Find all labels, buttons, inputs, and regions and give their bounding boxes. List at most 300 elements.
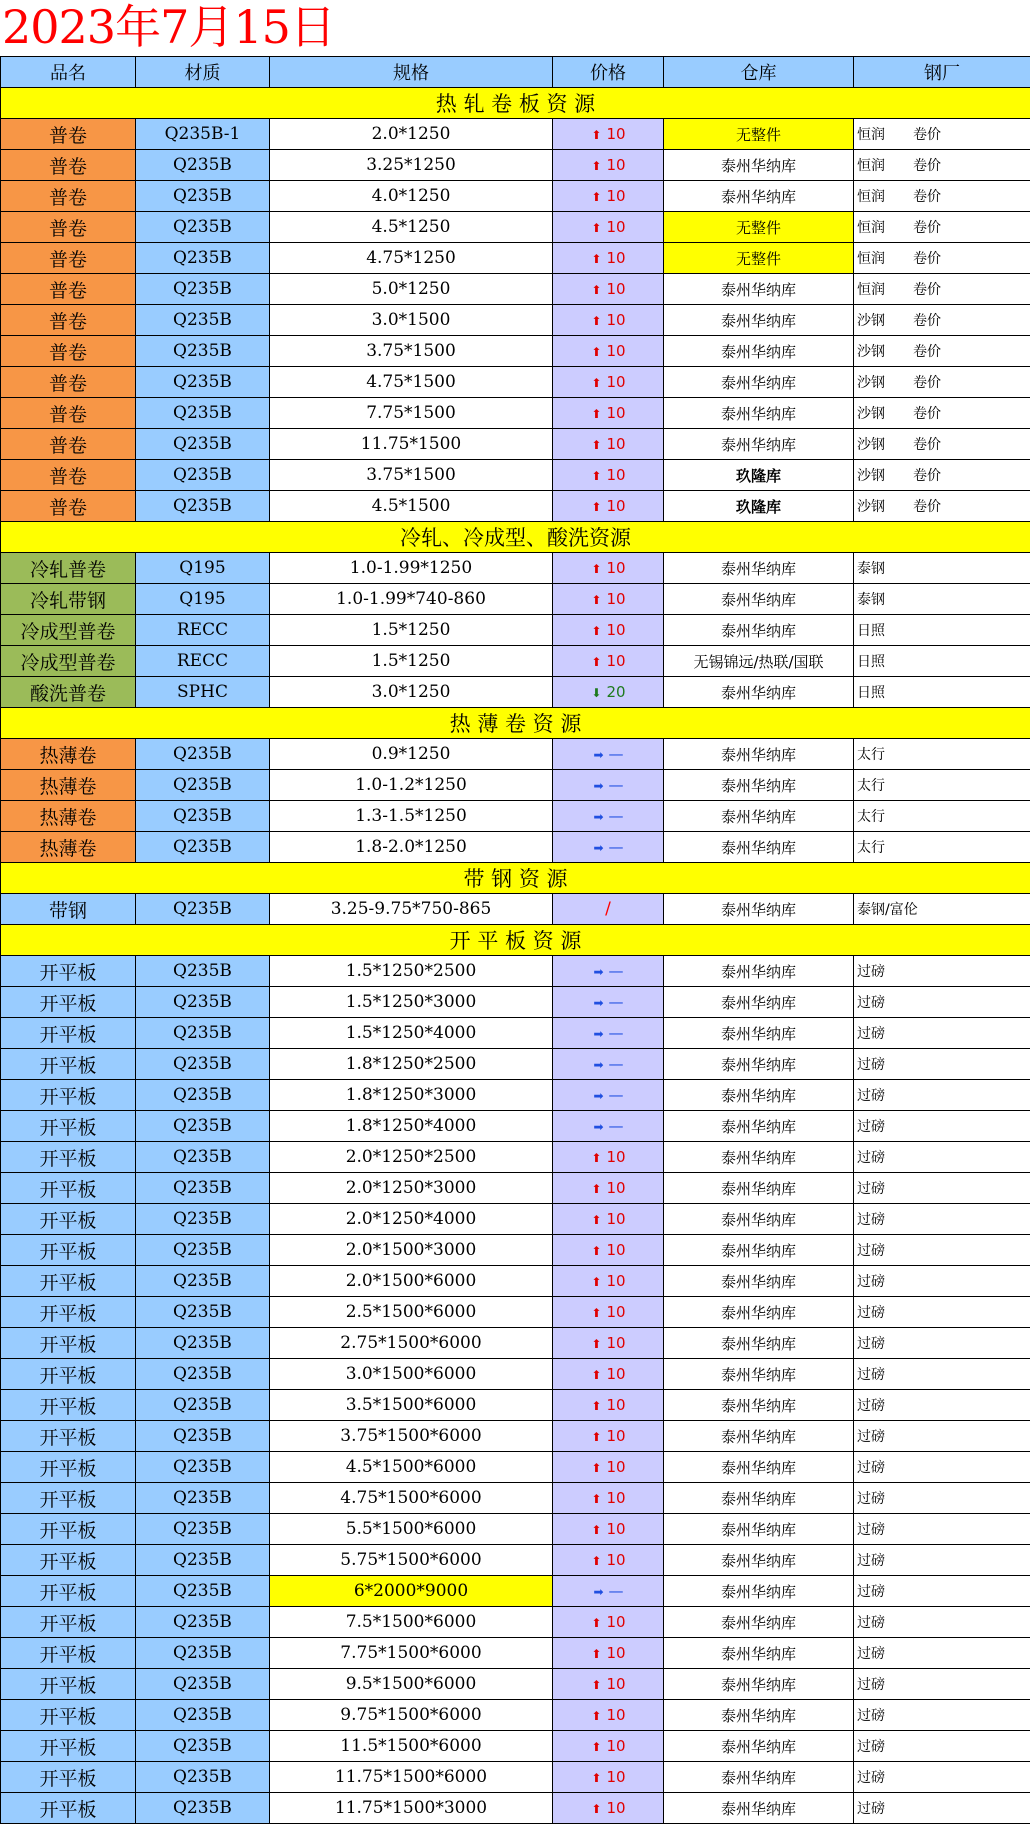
table-row	[1, 1328, 1030, 1359]
cell-mill	[854, 1235, 1030, 1266]
cell-warehouse: 泰州华纳库	[664, 1793, 854, 1824]
mill-name: 沙钢	[857, 313, 885, 329]
cell-warehouse: 泰州华纳库	[664, 1669, 854, 1700]
cell-price	[553, 243, 664, 274]
cell-name: 普卷	[1, 367, 136, 398]
cell-name: 开平板	[1, 1359, 136, 1390]
header-row	[1, 57, 1030, 88]
cell-warehouse: 泰州华纳库	[664, 1080, 854, 1111]
cell-price	[553, 1452, 664, 1483]
arrow-right-icon: ➡	[593, 996, 604, 1010]
cell-material: Q235B	[136, 1328, 270, 1359]
cell-price	[553, 460, 664, 491]
arrow-up-icon: ⬆	[591, 1647, 602, 1661]
cell-mill	[854, 956, 1030, 987]
mill-name: 恒润	[857, 189, 885, 205]
cell-name: 开平板	[1, 1793, 136, 1824]
cell-spec: 5.5*1500*6000	[270, 1514, 553, 1545]
cell-mill	[854, 677, 1030, 708]
cell-material: Q235B	[136, 1607, 270, 1638]
cell-material: Q235B	[136, 1421, 270, 1452]
price-table-body	[1, 57, 1030, 1824]
arrow-up-icon: ⬆	[591, 159, 602, 173]
mill-price-type: 卷价	[913, 468, 941, 484]
cell-material: Q235B	[136, 1297, 270, 1328]
cell-price	[553, 677, 664, 708]
price-value: 10	[606, 125, 626, 143]
cell-price	[553, 1483, 664, 1514]
table-row	[1, 336, 1030, 367]
cell-name: 开平板	[1, 1049, 136, 1080]
cell-name: 热薄卷	[1, 801, 136, 832]
mill-name: 沙钢	[857, 437, 885, 453]
cell-material: Q235B	[136, 956, 270, 987]
table-row	[1, 305, 1030, 336]
mill-price-type: 卷价	[913, 437, 941, 453]
mill-name: 过磅	[857, 1770, 885, 1786]
cell-mill	[854, 1018, 1030, 1049]
mill-name: 太行	[857, 809, 885, 825]
mill-name: 日照	[857, 654, 885, 670]
cell-spec: 3.0*1250	[270, 677, 553, 708]
cell-material: Q235B	[136, 212, 270, 243]
mill-name: 恒润	[857, 220, 885, 236]
table-row	[1, 1018, 1030, 1049]
cell-warehouse: 泰州华纳库	[664, 181, 854, 212]
price-value: 10	[606, 590, 626, 608]
mill-name: 过磅	[857, 1088, 885, 1104]
table-row	[1, 181, 1030, 212]
mill-name: 过磅	[857, 1553, 885, 1569]
cell-price	[553, 894, 664, 925]
table-row	[1, 150, 1030, 181]
mill-name: 过磅	[857, 1336, 885, 1352]
table-row	[1, 770, 1030, 801]
cell-mill	[854, 1669, 1030, 1700]
cell-warehouse: 泰州华纳库	[664, 739, 854, 770]
cell-material: Q235B	[136, 1514, 270, 1545]
cell-material: Q235B	[136, 1793, 270, 1824]
price-value: —	[608, 962, 624, 980]
mill-price-type: 卷价	[913, 189, 941, 205]
cell-warehouse: 泰州华纳库	[664, 1173, 854, 1204]
cell-spec: 1.0-1.99*1250	[270, 553, 553, 584]
cell-material: Q235B	[136, 336, 270, 367]
cell-spec: 2.0*1250*4000	[270, 1204, 553, 1235]
mill-name: 过磅	[857, 1398, 885, 1414]
cell-spec: 7.75*1500	[270, 398, 553, 429]
arrow-up-icon: ⬆	[591, 128, 602, 142]
page-title: 2023年7月15日	[2, 0, 335, 54]
cell-warehouse: 泰州华纳库	[664, 832, 854, 863]
cell-warehouse: 泰州华纳库	[664, 1266, 854, 1297]
cell-name: 开平板	[1, 1545, 136, 1576]
cell-spec: 0.9*1250	[270, 739, 553, 770]
cell-spec: 11.75*1500	[270, 429, 553, 460]
table-row	[1, 1607, 1030, 1638]
cell-price	[553, 1762, 664, 1793]
cell-name: 开平板	[1, 1762, 136, 1793]
price-value: —	[608, 838, 624, 856]
cell-mill	[854, 739, 1030, 770]
section-header-row	[1, 88, 1030, 119]
cell-name: 开平板	[1, 1297, 136, 1328]
arrow-up-icon: ⬆	[591, 1678, 602, 1692]
cell-name: 开平板	[1, 1204, 136, 1235]
mill-name: 过磅	[857, 1739, 885, 1755]
table-row	[1, 429, 1030, 460]
cell-warehouse: 无锡锦远/热联/国联	[664, 646, 854, 677]
mill-price-type: 卷价	[913, 344, 941, 360]
cell-spec: 1.5*1250*3000	[270, 987, 553, 1018]
mill-price-type: 卷价	[913, 127, 941, 143]
cell-spec: 4.5*1500*6000	[270, 1452, 553, 1483]
section-title: 热 轧 卷 板 资 源	[1, 88, 1030, 119]
table-row	[1, 1049, 1030, 1080]
mill-name: 日照	[857, 685, 885, 701]
cell-warehouse: 泰州华纳库	[664, 1390, 854, 1421]
table-row	[1, 553, 1030, 584]
cell-spec: 2.5*1500*6000	[270, 1297, 553, 1328]
cell-price	[553, 367, 664, 398]
cell-warehouse: 泰州华纳库	[664, 584, 854, 615]
table-row	[1, 1297, 1030, 1328]
cell-spec: 1.5*1250	[270, 646, 553, 677]
cell-mill	[854, 1638, 1030, 1669]
arrow-up-icon: ⬆	[591, 1616, 602, 1630]
cell-mill	[854, 367, 1030, 398]
cell-name: 开平板	[1, 956, 136, 987]
cell-name: 冷轧带钢	[1, 584, 136, 615]
cell-spec: 4.5*1500	[270, 491, 553, 522]
cell-mill	[854, 1390, 1030, 1421]
cell-spec: 4.5*1250	[270, 212, 553, 243]
cell-mill	[854, 987, 1030, 1018]
mill-price-type: 卷价	[913, 158, 941, 174]
table-row	[1, 832, 1030, 863]
cell-warehouse: 泰州华纳库	[664, 956, 854, 987]
price-value: —	[608, 1582, 624, 1600]
price-value: —	[608, 1024, 624, 1042]
arrow-up-icon: ⬆	[591, 1244, 602, 1258]
cell-material: Q235B	[136, 1359, 270, 1390]
arrow-up-icon: ⬆	[591, 1740, 602, 1754]
arrow-up-icon: ⬆	[591, 469, 602, 483]
mill-name: 沙钢	[857, 344, 885, 360]
mill-name: 过磅	[857, 1491, 885, 1507]
price-value: —	[608, 807, 624, 825]
cell-spec: 3.75*1500	[270, 336, 553, 367]
mill-name: 过磅	[857, 1708, 885, 1724]
cell-price	[553, 1049, 664, 1080]
cell-price	[553, 1297, 664, 1328]
table-row	[1, 1359, 1030, 1390]
cell-material: Q235B	[136, 1545, 270, 1576]
section-header-row	[1, 522, 1030, 553]
cell-spec: 11.75*1500*3000	[270, 1793, 553, 1824]
table-row	[1, 1390, 1030, 1421]
cell-mill	[854, 274, 1030, 305]
cell-mill	[854, 1514, 1030, 1545]
price-value: —	[608, 745, 624, 763]
cell-spec: 4.75*1250	[270, 243, 553, 274]
cell-warehouse: 泰州华纳库	[664, 1018, 854, 1049]
cell-spec: 1.5*1250*4000	[270, 1018, 553, 1049]
header-cell-warehouse: 仓库	[664, 57, 854, 88]
arrow-right-icon: ➡	[593, 1089, 604, 1103]
table-row	[1, 1638, 1030, 1669]
cell-warehouse: 泰州华纳库	[664, 1638, 854, 1669]
price-value: 10	[606, 1768, 626, 1786]
cell-name: 普卷	[1, 429, 136, 460]
cell-warehouse: 泰州华纳库	[664, 1328, 854, 1359]
arrow-up-icon: ⬆	[591, 1306, 602, 1320]
cell-spec: 11.75*1500*6000	[270, 1762, 553, 1793]
cell-mill	[854, 1173, 1030, 1204]
cell-mill	[854, 305, 1030, 336]
table-row	[1, 1173, 1030, 1204]
cell-mill	[854, 894, 1030, 925]
section-header-row	[1, 925, 1030, 956]
cell-price	[553, 1142, 664, 1173]
cell-price	[553, 1669, 664, 1700]
cell-mill	[854, 646, 1030, 677]
price-value: 10	[606, 497, 626, 515]
mill-name: 日照	[857, 623, 885, 639]
mill-name: 太行	[857, 747, 885, 763]
cell-price	[553, 1731, 664, 1762]
cell-warehouse: 泰州华纳库	[664, 274, 854, 305]
mill-name: 太行	[857, 778, 885, 794]
cell-name: 普卷	[1, 212, 136, 243]
cell-name: 开平板	[1, 1018, 136, 1049]
mill-name: 过磅	[857, 1677, 885, 1693]
cell-name: 普卷	[1, 181, 136, 212]
price-value: 10	[606, 1241, 626, 1259]
cell-warehouse: 泰州华纳库	[664, 615, 854, 646]
arrow-up-icon: ⬆	[591, 1492, 602, 1506]
cell-warehouse: 泰州华纳库	[664, 987, 854, 1018]
price-value: 10	[606, 156, 626, 174]
cell-name: 开平板	[1, 1421, 136, 1452]
mill-name: 过磅	[857, 1057, 885, 1073]
cell-material: Q235B	[136, 770, 270, 801]
mill-name: 过磅	[857, 1460, 885, 1476]
cell-spec: 5.75*1500*6000	[270, 1545, 553, 1576]
cell-name: 开平板	[1, 1700, 136, 1731]
mill-name: 沙钢	[857, 375, 885, 391]
cell-name: 带钢	[1, 894, 136, 925]
cell-mill	[854, 553, 1030, 584]
cell-price	[553, 181, 664, 212]
cell-material: Q235B	[136, 1018, 270, 1049]
cell-price	[553, 150, 664, 181]
cell-price	[553, 615, 664, 646]
price-value: 20	[606, 683, 626, 701]
price-value: 10	[606, 1427, 626, 1445]
price-value: 10	[606, 1210, 626, 1228]
cell-name: 热薄卷	[1, 770, 136, 801]
cell-name: 普卷	[1, 150, 136, 181]
cell-spec: 6*2000*9000	[270, 1576, 553, 1607]
mill-name: 恒润	[857, 158, 885, 174]
mill-name: 过磅	[857, 1212, 885, 1228]
cell-name: 普卷	[1, 274, 136, 305]
cell-price	[553, 1080, 664, 1111]
mill-name: 沙钢	[857, 406, 885, 422]
cell-mill	[854, 1297, 1030, 1328]
cell-spec: 5.0*1250	[270, 274, 553, 305]
arrow-up-icon: ⬆	[591, 500, 602, 514]
table-row	[1, 1452, 1030, 1483]
table-row	[1, 1576, 1030, 1607]
cell-warehouse: 泰州华纳库	[664, 1545, 854, 1576]
cell-name: 热薄卷	[1, 739, 136, 770]
cell-material: Q235B	[136, 243, 270, 274]
cell-warehouse: 泰州华纳库	[664, 305, 854, 336]
table-row	[1, 1266, 1030, 1297]
table-row	[1, 646, 1030, 677]
cell-warehouse: 泰州华纳库	[664, 367, 854, 398]
cell-name: 冷成型普卷	[1, 646, 136, 677]
arrow-up-icon: ⬆	[591, 593, 602, 607]
cell-material: Q235B	[136, 150, 270, 181]
cell-name: 开平板	[1, 1173, 136, 1204]
cell-material: Q235B-1	[136, 119, 270, 150]
cell-name: 开平板	[1, 1111, 136, 1142]
cell-material: Q235B	[136, 398, 270, 429]
cell-material: Q235B	[136, 832, 270, 863]
cell-warehouse: 泰州华纳库	[664, 1762, 854, 1793]
price-value: 10	[606, 1551, 626, 1569]
cell-name: 酸洗普卷	[1, 677, 136, 708]
table-row	[1, 1514, 1030, 1545]
cell-name: 开平板	[1, 1266, 136, 1297]
cell-name: 热薄卷	[1, 832, 136, 863]
cell-spec: 9.5*1500*6000	[270, 1669, 553, 1700]
table-row	[1, 367, 1030, 398]
cell-material: Q235B	[136, 1173, 270, 1204]
cell-spec: 1.8-2.0*1250	[270, 832, 553, 863]
cell-mill	[854, 1483, 1030, 1514]
cell-price	[553, 832, 664, 863]
mill-price-type: 卷价	[913, 282, 941, 298]
cell-price	[553, 429, 664, 460]
mill-name: 过磅	[857, 1801, 885, 1817]
mill-name: 太行	[857, 840, 885, 856]
table-row	[1, 1483, 1030, 1514]
price-value: 10	[606, 1303, 626, 1321]
arrow-right-icon: ➡	[593, 1120, 604, 1134]
cell-name: 普卷	[1, 398, 136, 429]
table-row	[1, 1204, 1030, 1235]
cell-warehouse: 泰州华纳库	[664, 1514, 854, 1545]
arrow-up-icon: ⬆	[591, 283, 602, 297]
price-value: 10	[606, 1272, 626, 1290]
cell-material: Q235B	[136, 1576, 270, 1607]
arrow-up-icon: ⬆	[591, 1275, 602, 1289]
cell-price	[553, 739, 664, 770]
cell-material: Q235B	[136, 1235, 270, 1266]
cell-material: Q235B	[136, 491, 270, 522]
arrow-up-icon: ⬆	[591, 1213, 602, 1227]
mill-name: 沙钢	[857, 468, 885, 484]
cell-warehouse: 泰州华纳库	[664, 770, 854, 801]
cell-price	[553, 1266, 664, 1297]
cell-warehouse: 无整件	[664, 212, 854, 243]
price-value: 10	[606, 311, 626, 329]
cell-price	[553, 1235, 664, 1266]
price-value: 10	[606, 218, 626, 236]
cell-mill	[854, 1793, 1030, 1824]
arrow-up-icon: ⬆	[591, 562, 602, 576]
cell-warehouse: 泰州华纳库	[664, 1731, 854, 1762]
cell-spec: 1.5*1250*2500	[270, 956, 553, 987]
cell-price	[553, 1793, 664, 1824]
cell-warehouse: 泰州华纳库	[664, 1421, 854, 1452]
cell-material: Q235B	[136, 305, 270, 336]
cell-price	[553, 956, 664, 987]
cell-price	[553, 1607, 664, 1638]
cell-mill	[854, 491, 1030, 522]
cell-spec: 1.8*1250*4000	[270, 1111, 553, 1142]
arrow-up-icon: ⬆	[591, 1399, 602, 1413]
mill-name: 过磅	[857, 1429, 885, 1445]
cell-material: Q235B	[136, 1638, 270, 1669]
table-row	[1, 1731, 1030, 1762]
cell-warehouse: 无整件	[664, 119, 854, 150]
arrow-right-icon: ➡	[593, 965, 604, 979]
cell-material: Q235B	[136, 1204, 270, 1235]
cell-material: Q235B	[136, 367, 270, 398]
price-value: —	[608, 776, 624, 794]
cell-price	[553, 646, 664, 677]
arrow-up-icon: ⬆	[591, 314, 602, 328]
arrow-right-icon: ➡	[593, 779, 604, 793]
price-value: 10	[606, 1458, 626, 1476]
mill-name: 恒润	[857, 127, 885, 143]
cell-warehouse: 泰州华纳库	[664, 1297, 854, 1328]
table-row	[1, 398, 1030, 429]
mill-name: 沙钢	[857, 499, 885, 515]
arrow-right-icon: ➡	[593, 841, 604, 855]
table-row	[1, 739, 1030, 770]
cell-spec: 3.25-9.75*750-865	[270, 894, 553, 925]
cell-name: 开平板	[1, 1080, 136, 1111]
cell-spec: 3.5*1500*6000	[270, 1390, 553, 1421]
cell-spec: 3.75*1500*6000	[270, 1421, 553, 1452]
table-row	[1, 1669, 1030, 1700]
cell-price	[553, 1638, 664, 1669]
cell-name: 开平板	[1, 1142, 136, 1173]
cell-warehouse: 无整件	[664, 243, 854, 274]
cell-name: 开平板	[1, 1483, 136, 1514]
section-title: 带 钢 资 源	[1, 863, 1030, 894]
arrow-right-icon: ➡	[593, 1058, 604, 1072]
cell-mill	[854, 832, 1030, 863]
cell-price	[553, 274, 664, 305]
cell-material: Q235B	[136, 1731, 270, 1762]
cell-mill	[854, 1452, 1030, 1483]
cell-price	[553, 119, 664, 150]
mill-price-type: 卷价	[913, 313, 941, 329]
mill-name: 过磅	[857, 995, 885, 1011]
arrow-up-icon: ⬆	[591, 1368, 602, 1382]
cell-warehouse: 泰州华纳库	[664, 1452, 854, 1483]
cell-mill	[854, 1142, 1030, 1173]
table-row	[1, 243, 1030, 274]
table-row	[1, 1080, 1030, 1111]
